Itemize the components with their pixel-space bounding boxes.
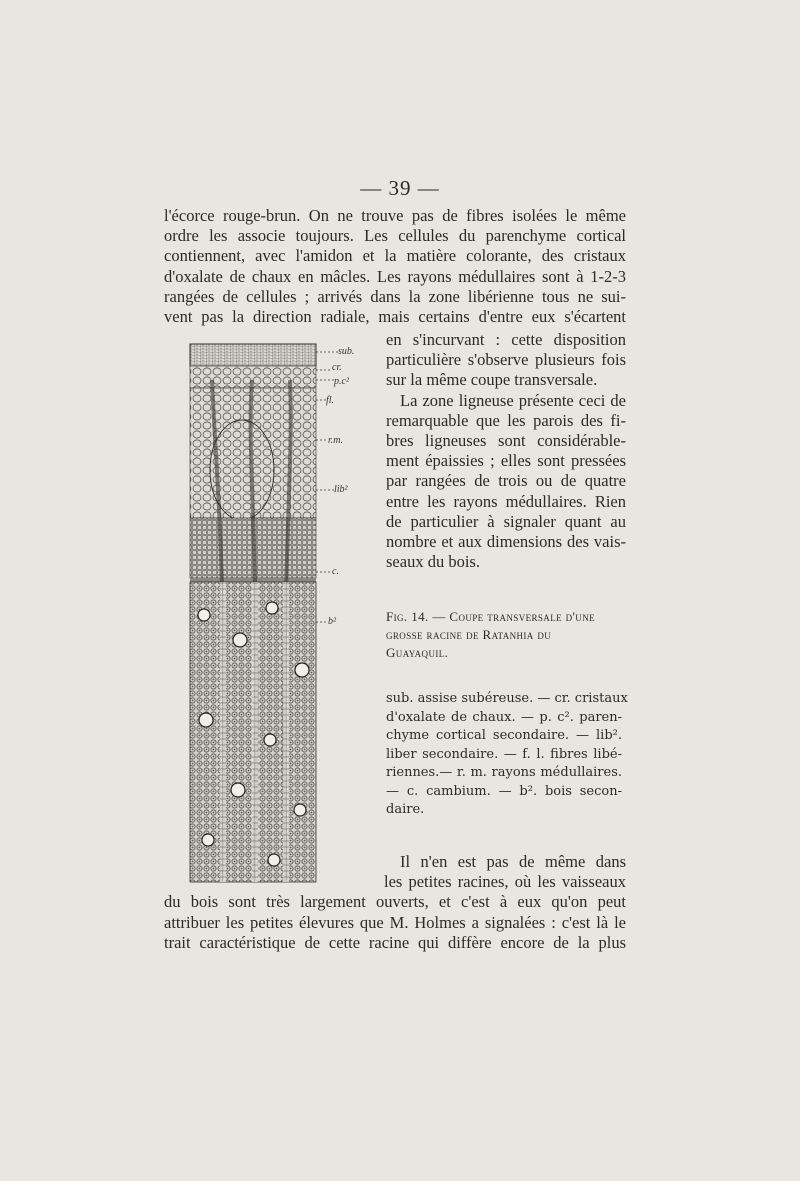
label-rm: r.m. bbox=[328, 435, 344, 446]
text-line: Il n'en est pas de même dans bbox=[400, 852, 626, 871]
label-lib: lib² bbox=[334, 484, 348, 495]
paragraph-2 bbox=[386, 330, 626, 572]
text-line: attribuer les petites élevures que M. Holmes a signalées : c'est là le bbox=[164, 912, 626, 932]
figure-legend bbox=[386, 690, 628, 820]
text-line: seaux du bois. bbox=[386, 552, 480, 572]
text-line: rangées de cellules ; arrivés dans la zone libérienne tous ne sui- bbox=[164, 286, 626, 306]
text-line: particulière s'observe plusieurs fois bbox=[386, 350, 626, 370]
text-line: contiennent, avec l'amidon et la matière colorante, des cristaux bbox=[164, 246, 626, 266]
legend-line: d'oxalate de chaux. — p. c². paren- bbox=[386, 709, 622, 725]
caption-line: Fig. 14. — Coupe transversale d'une bbox=[386, 609, 595, 624]
text-line: remarquable que les parois des fi- bbox=[386, 410, 626, 430]
text-line: entre les rayons médullaires. Rien bbox=[386, 491, 626, 511]
text-line: bres ligneuses sont considérable- bbox=[386, 431, 626, 451]
legend-line: sub. assise subéreuse. — cr. cristaux bbox=[386, 691, 628, 706]
text-line: ordre les associe toujours. Les cellules du parenchyme cortical bbox=[164, 226, 626, 246]
label-b: b² bbox=[328, 616, 336, 627]
text-line: nombre et aux dimensions des vais- bbox=[386, 532, 626, 552]
figure-caption bbox=[386, 608, 626, 662]
caption-line: grosse racine de Ratanhia du bbox=[386, 627, 552, 642]
legend-line: — c. cambium. — b². bois secon- bbox=[386, 783, 622, 799]
caption-line: Guayaquil. bbox=[386, 645, 449, 660]
label-cr: cr. bbox=[332, 362, 342, 373]
paragraph-1 bbox=[164, 206, 626, 327]
root-cross-section-figure bbox=[182, 340, 362, 890]
legend-line: chyme cortical secondaire. — lib². bbox=[386, 728, 622, 743]
text-line: en s'incurvant : cette disposition bbox=[386, 330, 626, 349]
label-sub: sub. bbox=[338, 346, 355, 357]
text-line: d'oxalate de chaux en mâcles. Les rayons médullaires sont à 1-2-3 bbox=[164, 266, 626, 286]
legend-line: riennes.— r. m. rayons médullaires. bbox=[386, 765, 622, 780]
text-line: par rangées de trois ou de quatre bbox=[386, 471, 626, 491]
text-line: vent pas la direction radiale, mais certains d'entre eux s'écartent bbox=[164, 307, 626, 327]
text-line: trait caractéristique de cette racine qui diffère encore de la plus bbox=[164, 932, 626, 952]
label-c: c. bbox=[332, 566, 339, 577]
legend-line: daire. bbox=[386, 802, 425, 817]
cross-section-illustration bbox=[182, 340, 362, 890]
label-pc: p.c² bbox=[334, 376, 349, 387]
text-line: de particulier à signaler quant au bbox=[386, 511, 626, 531]
text-line: l'écorce rouge-brun. On ne trouve pas de fibres isolées le même bbox=[164, 206, 626, 225]
page-number: — 39 — bbox=[360, 176, 440, 200]
text-line: les petites racines, où les vaisseaux bbox=[384, 872, 626, 892]
label-fl: fl. bbox=[326, 395, 335, 406]
legend-line: liber secondaire. — f. l. fibres libé- bbox=[386, 746, 622, 762]
text-line: ment épaissies ; elles sont pressées bbox=[386, 451, 626, 471]
text-line: La zone ligneuse présente ceci de bbox=[400, 390, 626, 410]
text-line: du bois sont très largement ouverts, et c'est à eux qu'on peut bbox=[164, 892, 626, 912]
text-line: sur la même coupe transversale. bbox=[386, 370, 598, 390]
